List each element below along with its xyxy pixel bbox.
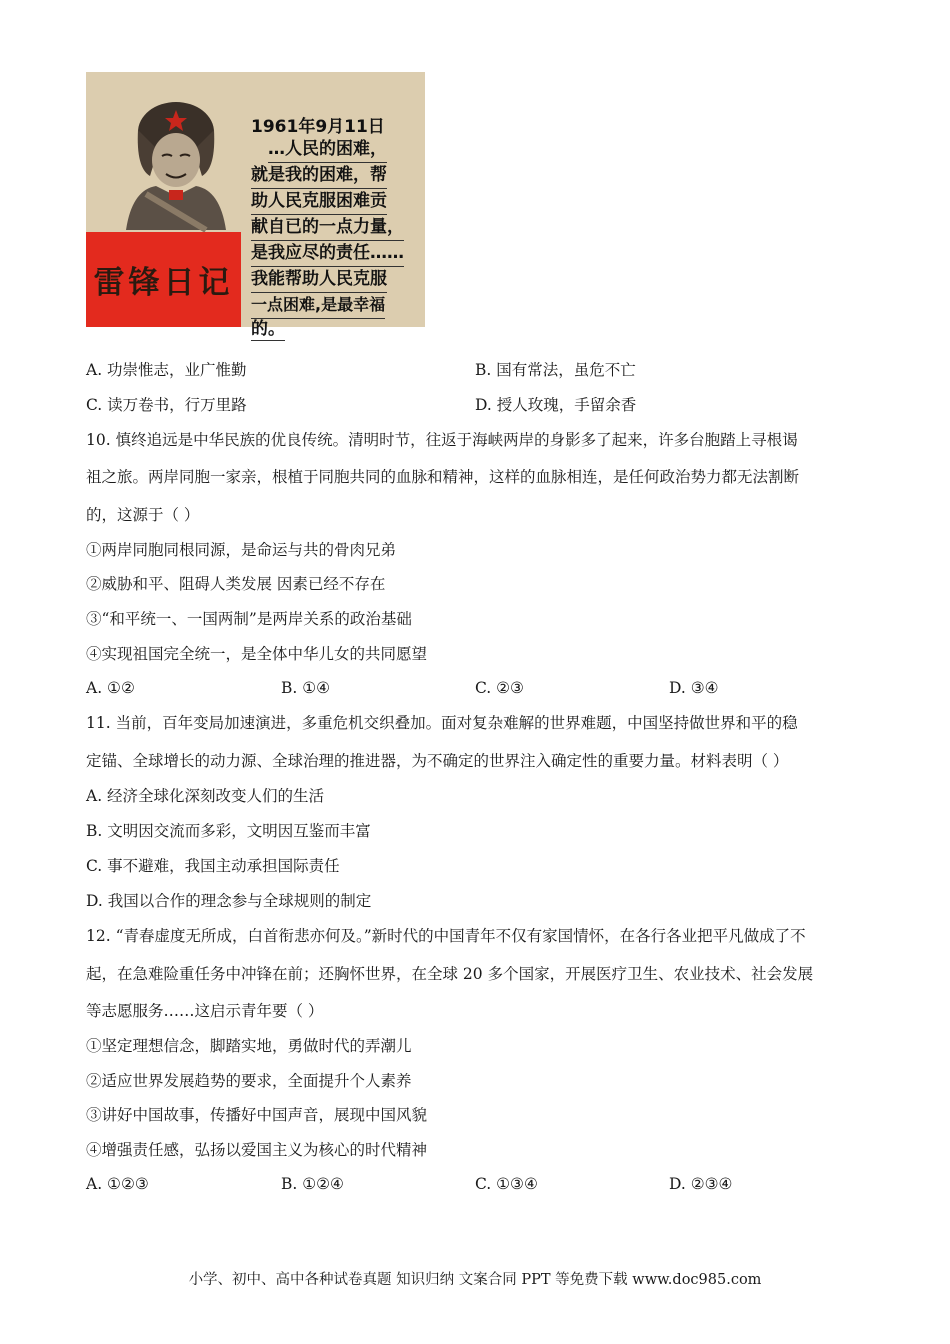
q12-item: ③讲好中国故事，传播好中国声音，展现中国风貌 [86,1106,428,1124]
q10-option-c: C. ②③ [475,679,524,697]
q12-item: ②适应世界发展趋势的要求，全面提升个人素养 [86,1072,412,1090]
quote-line: 助人民克服困难贡 [251,188,387,215]
q11-stem-line: 定锚、全球增长的动力源、全球治理的推进器，为不确定的世界注入确定性的重要力量。材料表明（ ） [86,752,789,770]
q12-stem-line: 起，在急难险重任务中冲锋在前；还胸怀世界，在全球 20 多个国家，开展医疗卫生、农业技术、社会发展 [86,965,814,983]
diary-quote [246,102,421,339]
q11-option-b: B. 文明因交流而多彩，文明因互鉴而丰富 [86,822,371,840]
q12-option-a: A. ①②③ [86,1175,149,1193]
quote-line: 我能帮助人民克服 [251,266,387,293]
q10-item: ①两岸同胞同根同源，是命运与共的骨肉兄弟 [86,541,397,559]
quote-line: 一点困难,是最幸福 [251,292,385,319]
q11-option-d: D. 我国以合作的理念参与全球规则的制定 [86,892,372,910]
q12-item: ④增强责任感，弘扬以爱国主义为核心的时代精神 [86,1141,428,1159]
q12-option-d: D. ②③④ [669,1175,733,1193]
q9-option-b: B. 国有常法，虽危不亡 [475,361,636,379]
q12-option-b: B. ①②④ [281,1175,344,1193]
q12-option-c: C. ①③④ [475,1175,538,1193]
q9-option-c: C. 读万卷书，行万里路 [86,396,247,414]
q10-option-a: A. ①② [86,679,135,697]
soldier-portrait-icon [106,90,246,230]
q12-item: ①坚定理想信念，脚踏实地，勇做时代的弄潮儿 [86,1037,412,1055]
q11-stem-line: 11. 当前，百年变局加速演进，多重危机交织叠加。面对复杂难解的世界难题，中国坚持做世界和平的稳 [86,714,798,732]
q10-option-d: D. ③④ [669,679,719,697]
diary-date: 1961年9月11日 [251,117,385,137]
lei-feng-diary-image [86,72,425,339]
q11-option-a: A. 经济全球化深刻改变人们的生活 [86,787,325,805]
quote-line: 就是我的困难，帮 [251,162,387,189]
q11-option-c: C. 事不避难，我国主动承担国际责任 [86,857,340,875]
q10-item: ②威胁和平、阻碍人类发展 因素已经不存在 [86,575,386,593]
quote-line: 的。 [251,319,285,339]
page-footer: 小学、初中、高中各种试卷真题 知识归纳 文案合同 PPT 等免费下载 www.doc985.com [188,1272,762,1288]
q12-stem-line: 等志愿服务……这启示青年要（ ） [86,1002,324,1020]
q12-stem-line: 12. “青春虚度无所成，白首衔悲亦何及。”新时代的中国青年不仅有家国情怀，在各行各业把平凡做成了不 [86,927,806,945]
q10-item: ④实现祖国完全统一，是全体中华儿女的共同愿望 [86,645,428,663]
q10-stem-line: 10. 慎终追远是中华民族的优良传统。清明时节，往返于海峡两岸的身影多了起来，许多台胞踏上寻根谒 [86,431,798,449]
q9-option-d: D. 授人玫瑰，手留余香 [475,396,637,414]
diary-cover-title: 雷锋日记 [93,265,234,301]
quote-line: 献自已的一点力量， [251,214,404,241]
q9-option-a: A. 功崇惟志，业广惟勤 [86,361,247,379]
q10-stem-line: 祖之旅。两岸同胞一家亲，根植于同胞共同的血脉和精神，这样的血脉相连，是任何政治势力都无法割断 [86,468,800,486]
q10-item: ③“和平统一、一国两制”是两岸关系的政治基础 [86,610,412,628]
q10-stem-line: 的，这源于（ ） [86,506,200,524]
q10-option-b: B. ①④ [281,679,331,697]
quote-line: 是我应尽的责任…… [251,240,404,267]
quote-line: …人民的困难， [268,136,387,163]
